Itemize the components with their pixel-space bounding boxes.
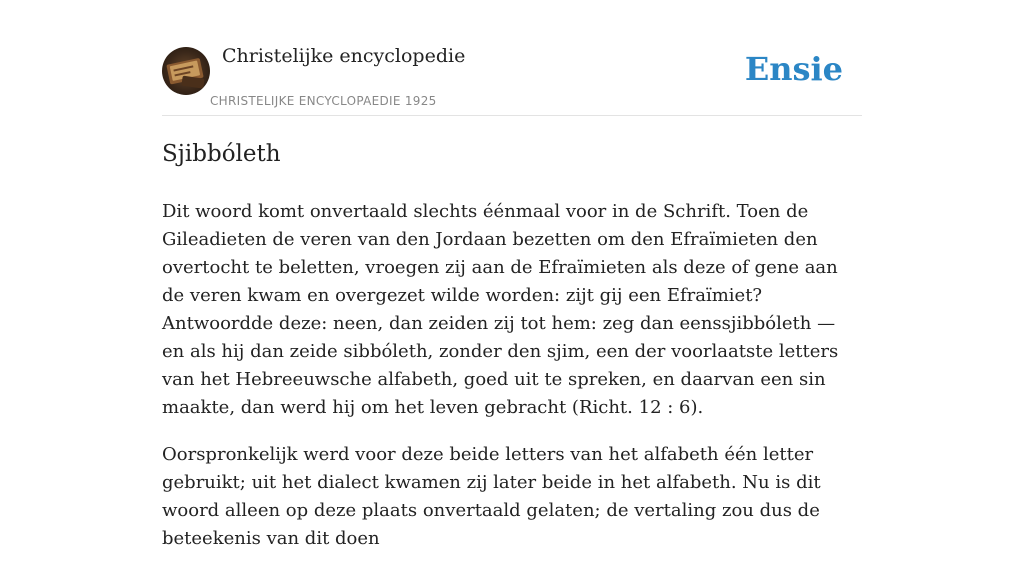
book-thumbnail-graphic [162, 47, 210, 95]
site-header [162, 0, 862, 116]
article-paragraph: Oorspronkelijk werd voor deze beide letters van het alfabeth één letter gebruikt; uit het dialect kwamen zij later beide in het alfabeth. Nu is dit woord alleen op deze plaats onvertaald gelaten; de vertaling zou dus de beteekenis van dit doen [162, 444, 821, 549]
article-paragraph: Dit woord komt onvertaald slechts éénmaal voor in de Schrift. Toen de Gileadieten de veren van den Jordaan bezetten om den Efraïmieten den overtocht te beletten, vroegen zij aan de Efraïmieten als deze of gene aan de veren kwam en overgezet wilde worden: zijt gij een Efraïmiet? Antwoordde deze: neen, dan zeiden zij tot hem: zeg dan eenssjibbóleth — en als hij dan zeide sibbóleth, zonder den sjim, een der voorlaatste letters van het Hebreeuwsche alfabeth, goed uit te spreken, en daarvan een sin maakte, dan werd hij om het leven gebracht (Richt. 12 : 6). [162, 201, 839, 418]
article [162, 138, 862, 572]
site-title[interactable]: Christelijke encyclopedie [222, 45, 466, 67]
source-label[interactable]: CHRISTELIJKE ENCYCLOPAEDIE 1925 [210, 94, 437, 108]
book-thumbnail-icon[interactable] [162, 47, 210, 95]
brand-logo[interactable]: Ensie [744, 50, 843, 88]
article-title: Sjibbóleth [162, 141, 281, 167]
